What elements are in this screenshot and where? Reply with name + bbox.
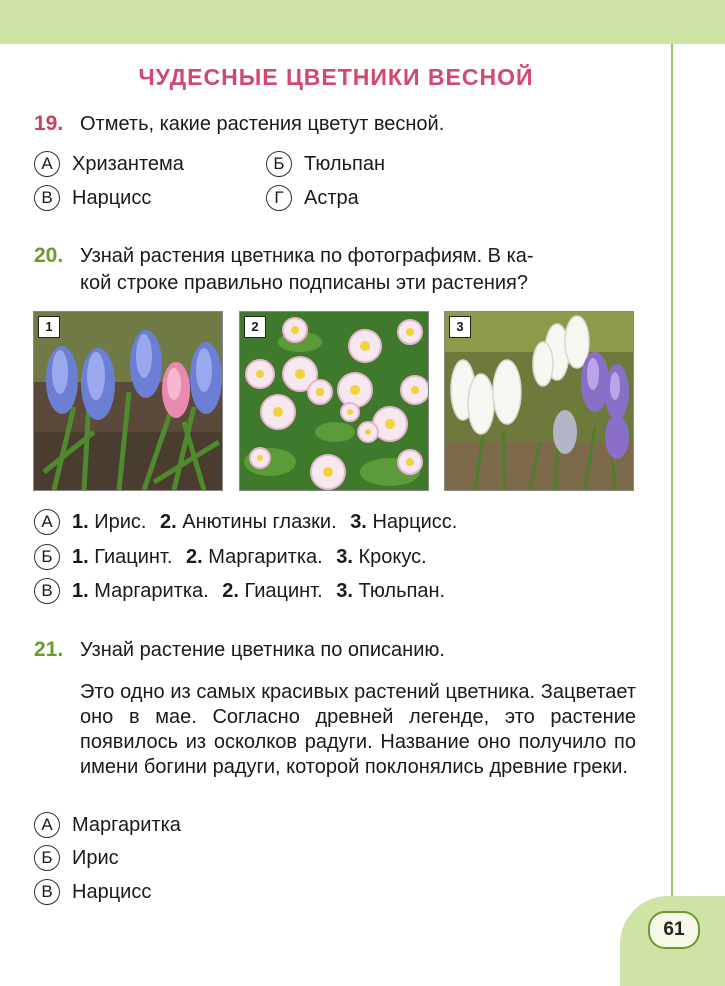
- item-name: Анютины глазки.: [182, 510, 337, 533]
- option-letter: А: [34, 151, 60, 177]
- question-20-line: Узнай растения цветника по фотографиям. В ка-: [80, 245, 534, 267]
- item-number: 1.: [72, 545, 89, 568]
- q20-option-b[interactable]: [34, 543, 427, 571]
- item-number: 2.: [160, 510, 177, 533]
- question-19-text: Отметь, какие растения цветут весной.: [80, 113, 445, 135]
- item-number: 3.: [350, 510, 367, 533]
- item-number: 2.: [222, 579, 239, 602]
- right-margin: [672, 44, 725, 973]
- q19-option-b[interactable]: [266, 150, 385, 178]
- question-20-text: [80, 243, 636, 297]
- item-name: Крокус.: [358, 545, 427, 568]
- q20-option-v[interactable]: [34, 577, 445, 605]
- option-letter: А: [34, 509, 60, 535]
- question-21-text: Узнай растение цветника по описанию.: [80, 639, 445, 661]
- question-21-number: 21.: [34, 638, 64, 661]
- photo-label: 3: [449, 316, 471, 338]
- item-number: 3.: [336, 579, 353, 602]
- q19-option-v[interactable]: [34, 184, 151, 212]
- item-number: 1.: [72, 510, 89, 533]
- page-number: 61: [648, 911, 700, 949]
- option-letter: Б: [266, 151, 292, 177]
- page-title: ЧУДЕСНЫЕ ЦВЕТНИКИ ВЕСНОЙ: [138, 64, 534, 90]
- option-letter: А: [34, 812, 60, 838]
- item-name: Гиацинт.: [244, 579, 323, 602]
- photo-label: 2: [244, 316, 266, 338]
- option-text: Маргаритка: [72, 813, 181, 836]
- q20-option-a[interactable]: [34, 508, 457, 536]
- item-number: 2.: [186, 545, 203, 568]
- item-name: Маргаритка.: [208, 545, 323, 568]
- question-20-line: кой строке правильно подписаны эти растения?: [80, 272, 528, 294]
- option-letter: В: [34, 578, 60, 604]
- option-text: Хризантема: [72, 152, 184, 175]
- option-text: Ирис: [72, 846, 119, 869]
- item-number: 1.: [72, 579, 89, 602]
- question-20-number: 20.: [34, 244, 64, 267]
- option-text: Нарцисс: [72, 186, 152, 209]
- option-letter: Б: [34, 544, 60, 570]
- option-text: Нарцисс: [72, 880, 152, 903]
- option-letter: В: [34, 185, 60, 211]
- daisy-photo: [239, 311, 429, 491]
- hyacinth-photo: [33, 311, 223, 491]
- q21-option-v[interactable]: [34, 878, 151, 906]
- item-name: Маргаритка.: [94, 579, 209, 602]
- top-band: [0, 0, 725, 44]
- margin-rule: [671, 44, 673, 924]
- item-number: 3.: [336, 545, 353, 568]
- q21-option-b[interactable]: [34, 844, 119, 872]
- item-name: Нарцисс.: [372, 510, 458, 533]
- option-text: Астра: [304, 186, 359, 209]
- item-name: Ирис.: [94, 510, 147, 533]
- option-letter: В: [34, 879, 60, 905]
- option-text: Тюльпан: [304, 152, 385, 175]
- q19-option-g[interactable]: [266, 184, 359, 212]
- photo-label: 1: [38, 316, 60, 338]
- description-paragraph: Это одно из самых красивых растений цветника. Зацветает оно в мае. Согласно древней легенде, это растение появилось из осколков радуги. Название оно получило по имени богини радуги, которой поклонялись древние греки.: [80, 681, 636, 778]
- q19-option-a[interactable]: [34, 150, 184, 178]
- crocus-photo: [444, 311, 634, 491]
- item-name: Гиацинт.: [94, 545, 173, 568]
- question-19-number: 19.: [34, 112, 64, 135]
- item-name: Тюльпан.: [358, 579, 446, 602]
- option-letter: Г: [266, 185, 292, 211]
- q21-option-a[interactable]: [34, 811, 181, 839]
- option-letter: Б: [34, 845, 60, 871]
